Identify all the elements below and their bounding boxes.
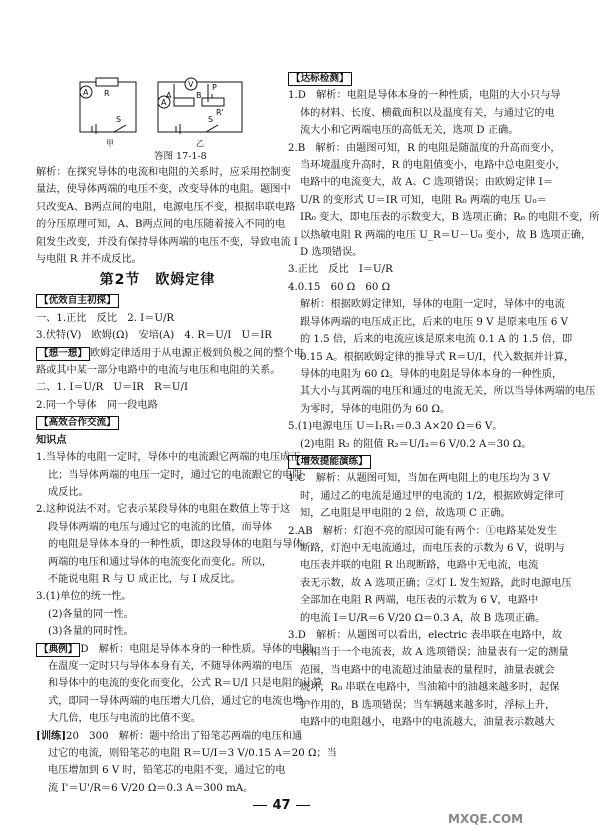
answer-line: 量法，使导体两端的电压不变，改变导体的电阻。题图中 (36, 184, 291, 196)
dianli-text: D 解析：电阻是导体本身的一种性质。导体的电阻， (80, 643, 323, 655)
right-column (288, 70, 599, 731)
think-text: 欧姆定律适用于从电源正极到负极之间的整个电 (89, 347, 304, 359)
answer-line: 电路中的电流变大，故 A、C 选项错误；由欧姆定律 I＝ (300, 177, 554, 189)
answer-line: D 选项错误。 (300, 247, 363, 259)
subheading-zhishi: 知识点 (36, 433, 67, 446)
answer-line: 解析：在探究导体的电流和电阻的关系时，应采用控制变 (36, 167, 291, 178)
answer-line: 时，通过乙的电流是通过甲的电流的 1/2，根据欧姆定律可 (300, 490, 565, 502)
answer-line: 大几倍，电压与电流的比值不变。 (48, 713, 201, 725)
rheostat-label: R' (216, 108, 224, 117)
answer-line: IR₀ 变大，即电压表的示数变大，B 选项正确；R₀ 的电阻不变，所 (300, 212, 599, 224)
circuit-svg (36, 70, 279, 150)
answer-line: 电压表并联的电阻 R 出现断路，电路中无电流，电流 (300, 560, 539, 572)
voltmeter-label-v: V (188, 80, 194, 89)
answer-line: 一、1.正比 反比 2. I＝U/R (36, 312, 175, 324)
watermark: MXQE.COM (448, 812, 524, 826)
circuit-diagram (36, 70, 279, 150)
answer-line: 4.0.15 60 Ω 60 Ω (288, 281, 391, 293)
answer-line: 解析：根据欧姆定律知，导体的电阻一定时，导体中的电流 (300, 299, 565, 311)
answer-line: 其大小与其两端的电压和通过的电流无关，所以当导体两端的电压 (300, 386, 596, 398)
answer-line: 体的材料、长度、横截面积以及温度有关，与通过它的电 (300, 107, 555, 119)
answer-line: 2.AB 解析：灯泡不亮的原因可能有两个：①电路某处发生 (288, 525, 558, 537)
section-tag-zengxiao: 【增效提能演练】 (288, 455, 371, 469)
answer-line: 烧坏，R₀ 串联在电路中，当油箱中的油越来越多时，起保 (300, 682, 560, 694)
answer-line: 式，即同一导体两端的电压增大几倍，通过它的电流也增 (48, 695, 303, 707)
answer-line: 的电流 I＝U/R＝6 V/20 Ω＝0.3 A，故 B 选项正确。 (300, 612, 546, 624)
answer-line: (3)各量的同时性。 (48, 626, 134, 638)
switch-label-s2: S (208, 115, 214, 124)
answer-line: 范围，当电路中的电流超过油量表的量程时，油量表就会 (300, 664, 555, 676)
answer-line: 电压增加到 6 V 时，铅笔芯的电阻不变，通过它的电 (48, 765, 286, 777)
answer-line: U/R 的变形式 U＝IR 可知，电阻 R₀ 两端的电压 U₀＝ (300, 194, 547, 206)
answer-line: 3.D 解析：从题图可以看出，electric 表串联在电路中，故 (288, 630, 563, 641)
answer-line: 阻发生改变，并没有保持导体两端的电压不变，导致电流 I (36, 236, 298, 248)
answer-line: 的电阻是导体本身的一种性质，即这段导体的电阻与导体 (48, 539, 303, 551)
xunlian-tag: [训练] (36, 729, 67, 742)
answer-line: 电路中的电阻越小，电路中的电流越大，油量表示数越大 (300, 717, 555, 729)
xunlian-text: 20 300 解析：题中给出了铅笔芯两端的电压和通 (66, 730, 303, 742)
answer-line: 过它的电流，则铅笔芯的电阻 R＝U/I＝3 V/0.15 A＝20 Ω；当 (48, 748, 337, 759)
answer-line: 全部加在电阻 R 两端，电压表的示数为 6 V，电路中 (300, 595, 539, 607)
answer-line: 以热敏电阻 R 两端的电压 U_R＝U－U₀ 变小，故 B 选项正确， (300, 229, 592, 241)
answer-line: 和导体中的电流的变化而变化，公式 R＝U/I 只是电阻的计算 (48, 678, 323, 690)
section-tag-youxiao: 【优效自主初探】 (36, 294, 119, 308)
answer-line: 两端的电压和通过导体的电流变化而变化。所以， (48, 556, 273, 568)
answer-line: 跟导体两端的电压成正比，后来的电压 9 V 是原来电压 6 V (300, 316, 568, 328)
answer-line: 当环境温度升高时，R 的电阻值变小，电路中总电阻变小， (300, 160, 566, 172)
answer-line: 路或其中某一部分电路中的电流与电压和电阻的关系。 (36, 365, 281, 377)
answer-line: 3.伏特(V) 欧姆(Ω) 安培(A) 4. R＝U/I U＝IR (36, 330, 272, 342)
section-title: 第2节 欧姆定律 (99, 272, 216, 289)
point-label-a: A (166, 91, 172, 100)
answer-line: 1.当导体的电阻一定时，导体中的电流跟它两端的电压成正 (36, 452, 301, 464)
answer-line: 0.15 A。根据欧姆定律的推导式 R＝U/I，代入数据并计算， (300, 351, 575, 363)
figure-caption: 答图 17-1-8 (154, 151, 207, 162)
answer-line: 为零时，导体的电阻仍为 60 Ω。 (300, 403, 451, 415)
answer-line: 的 1.5 倍，后来的电流应该是原来电流 0.1 A 的 1.5 倍，即 (300, 334, 573, 346)
answer-line: 的分压原理可知，A、B两点间的电压随着接入不同的电 (36, 219, 286, 231)
answer-line: 与电阻 R 并不成反比。 (36, 254, 142, 266)
answer-line: 只改变A、B两点间的电阻，电源电压不变，根据串联电路 (36, 201, 296, 213)
answer-line: 表无示数，故 A 选项正确；②灯 L 发生短路，此时电源电压 (300, 577, 572, 589)
answer-line: (2)各量的同一性。 (48, 608, 134, 620)
ammeter-label-a: A (83, 88, 89, 97)
switch-label-s: S (116, 115, 122, 124)
answer-line: 段导体两端的电压与通过它的电流的比值，而导体 (48, 521, 273, 533)
answer-line: 在温度一定时只与导体本身有关，不随导体两端的电压 (48, 660, 293, 672)
answer-line: 3.正比 反比 I＝U/R (288, 264, 393, 276)
answer-line: 二、1. I＝U/R U＝IR R＝U/I (36, 382, 188, 394)
answer-line: 5.(1)电源电压 U＝I₁R₁＝0.3 A×20 Ω＝6 V。 (288, 421, 503, 433)
answer-line: (2)电阻 R₂ 的阻值 R₂＝U/I₂＝6 V/0.2 A＝30 Ω。 (300, 438, 532, 450)
answer-line: 3.(1)单位的统一性。 (36, 591, 132, 603)
answer-line: 断路，灯泡中无电流通过，而电压表的示数为 6 V，说明与 (300, 542, 565, 554)
answer-line: 导体的电阻为 60 Ω。导体的电阻是导体本身的一种性质， (300, 368, 563, 380)
slider-label-p: P (212, 83, 217, 92)
answer-line: 流大小和它两端电压的高低无关，选项 D 正确。 (300, 125, 519, 137)
section-tag-dabiao: 【达标检测】 (288, 72, 352, 86)
answer-line: 2.B 解析：由题图可知，R 的电阻是随温度的升高而变小， (288, 142, 561, 154)
answer-line: 护作用的，B 选项错误；当车辆越来越多时，浮标上升， (300, 699, 556, 711)
answer-line: 2.这种说法不对。它表示某段导体的电阻在数值上等于这 (36, 504, 291, 516)
answer-line: 流 I'＝U'/R＝6 V/20 Ω＝0.3 A＝300 mA。 (48, 782, 254, 794)
answer-line: 不能说电阻 R 与 U 成正比，与 I 成反比。 (48, 573, 241, 585)
resistor-label-r: R (104, 89, 110, 98)
page-number: 47 (0, 798, 563, 813)
circuit-label-jia: 甲 (106, 139, 114, 148)
circuit-label-yi: 乙 (196, 139, 204, 148)
answer-line: 知，乙电阻是甲电阻的 2 倍，故选项 C 正确。 (300, 508, 511, 520)
think-tag: 【想一想】 (36, 347, 90, 361)
point-label-b: B (196, 91, 202, 100)
ammeter-label-a2: A (161, 98, 167, 107)
answer-line: 1.D 解析：电阻是导体本身的一种性质，电阻的大小只与导 (288, 90, 561, 102)
answer-line: 成反比。 (48, 486, 89, 498)
section-tag-gaoxiao: 【高效合作交流】 (36, 416, 119, 430)
answer-line: 比；当导体两端的电压一定时，通过它的电流跟它的电阻 (48, 469, 303, 481)
answer-line: 1.C 解析：从题图可知，当加在两电阻上的电压均为 3 V (288, 473, 550, 485)
answer-line: 表相当于一个电流表，故 A 选项错误；油量表有一定的测量 (300, 647, 569, 659)
dianli-tag: 【典例】 (36, 643, 80, 657)
answer-line: 2.同一个导体 同一段电路 (36, 399, 158, 411)
